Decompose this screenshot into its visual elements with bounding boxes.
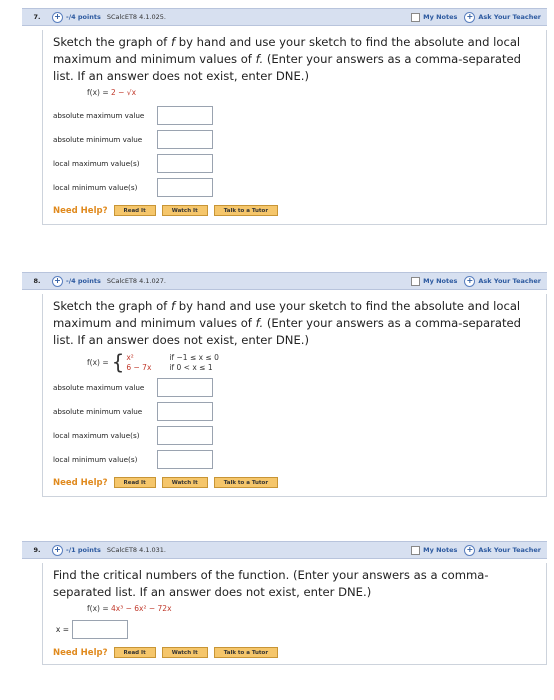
plus-icon: + [464, 276, 475, 287]
local-min-input[interactable] [157, 178, 213, 197]
need-help-label: Need Help? [53, 477, 108, 488]
case-2: 6 − 7x [126, 363, 152, 372]
watch-it-button[interactable]: Watch It [162, 477, 208, 488]
plus-icon: + [464, 12, 475, 23]
expand-icon[interactable]: + [52, 545, 63, 556]
help-row [53, 477, 536, 488]
talk-tutor-button[interactable]: Talk to a Tutor [214, 477, 278, 488]
plus-icon: + [464, 545, 475, 556]
local-min-label: local minimum value(s) [53, 182, 138, 192]
question-number: 8. [33, 277, 41, 285]
points: -/4 points [66, 277, 101, 285]
local-max-input[interactable] [157, 426, 213, 445]
read-it-button[interactable]: Read It [114, 477, 156, 488]
my-notes-label: My Notes [423, 277, 458, 285]
ask-teacher-label: Ask Your Teacher [478, 13, 541, 21]
abs-min-label: absolute minimum value [53, 134, 143, 144]
expand-icon[interactable]: + [52, 276, 63, 287]
points: -/1 points [66, 546, 101, 554]
question-number: 7. [33, 13, 41, 21]
notes-icon [411, 277, 420, 286]
local-min-label: local minimum value(s) [53, 454, 138, 464]
question-9-body [42, 563, 547, 665]
my-notes-button[interactable] [411, 277, 457, 286]
question-9-header [22, 541, 547, 559]
question-statement: Find the critical numbers of the function. (Enter your answers as a comma-separated list. If an answer does not exist, enter DNE.) [53, 568, 489, 599]
notes-icon [411, 546, 420, 555]
help-row [53, 647, 536, 658]
abs-max-label: absolute maximum value [53, 382, 145, 392]
abs-min-input[interactable] [157, 130, 213, 149]
ask-teacher-button[interactable] [464, 545, 541, 556]
points: -/4 points [66, 13, 101, 21]
need-help-label: Need Help? [53, 647, 108, 658]
ask-teacher-button[interactable] [464, 276, 541, 287]
ask-teacher-button[interactable] [464, 12, 541, 23]
question-7-body [42, 30, 547, 225]
talk-tutor-button[interactable]: Talk to a Tutor [214, 205, 278, 216]
condition-2: if 0 < x ≤ 1 [169, 363, 213, 372]
function-definition: f(x) = 2 − √x [87, 88, 137, 97]
piecewise-function: f(x) = { x² 6 − 7x if −1 ≤ x ≤ 0 if 0 < x ≤ 1 [87, 350, 219, 374]
local-max-label: local maximum value(s) [53, 430, 140, 440]
notes-icon [411, 13, 420, 22]
question-number: 9. [33, 546, 41, 554]
question-statement: Sketch the graph of f by hand and use your sketch to find the absolute and local maximum and minimum values of f. (Enter your answers as a comma-separated list. If an answer does not exist, enter DNE.) [53, 35, 522, 83]
abs-max-label: absolute maximum value [53, 110, 145, 120]
question-9 [22, 541, 547, 665]
critical-numbers-input[interactable] [72, 620, 128, 639]
question-statement: Sketch the graph of f by hand and use your sketch to find the absolute and local maximum and minimum values of f. (Enter your answers as a comma-separated list. If an answer does not exist, enter DNE.) [53, 299, 522, 347]
local-max-label: local maximum value(s) [53, 158, 140, 168]
need-help-label: Need Help? [53, 205, 108, 216]
watch-it-button[interactable]: Watch It [162, 647, 208, 658]
brace: { [111, 350, 125, 374]
abs-max-input[interactable] [157, 106, 213, 125]
my-notes-button[interactable] [411, 546, 457, 555]
read-it-button[interactable]: Read It [114, 205, 156, 216]
ask-teacher-label: Ask Your Teacher [478, 277, 541, 285]
abs-max-input[interactable] [157, 378, 213, 397]
question-reference: SCalcET8 4.1.031. [106, 546, 166, 554]
question-7 [22, 8, 547, 225]
expand-icon[interactable]: + [52, 12, 63, 23]
watch-it-button[interactable]: Watch It [162, 205, 208, 216]
local-max-input[interactable] [157, 154, 213, 173]
abs-min-label: absolute minimum value [53, 406, 143, 416]
ask-teacher-label: Ask Your Teacher [478, 546, 541, 554]
x-label: x = [55, 624, 69, 634]
condition-1: if −1 ≤ x ≤ 0 [169, 353, 219, 362]
case-1: x² [126, 353, 134, 362]
function-definition: f(x) = 4x³ − 6x² − 72x [87, 604, 172, 613]
my-notes-label: My Notes [423, 546, 458, 554]
abs-min-input[interactable] [157, 402, 213, 421]
question-8 [22, 272, 547, 497]
question-8-header [22, 272, 547, 290]
talk-tutor-button[interactable]: Talk to a Tutor [214, 647, 278, 658]
help-row [53, 205, 536, 216]
question-7-header [22, 8, 547, 26]
question-8-body [42, 294, 547, 497]
my-notes-label: My Notes [423, 13, 458, 21]
question-reference: SCalcET8 4.1.027. [106, 277, 166, 285]
question-reference: SCalcET8 4.1.025. [106, 13, 166, 21]
local-min-input[interactable] [157, 450, 213, 469]
read-it-button[interactable]: Read It [114, 647, 156, 658]
my-notes-button[interactable] [411, 13, 457, 22]
